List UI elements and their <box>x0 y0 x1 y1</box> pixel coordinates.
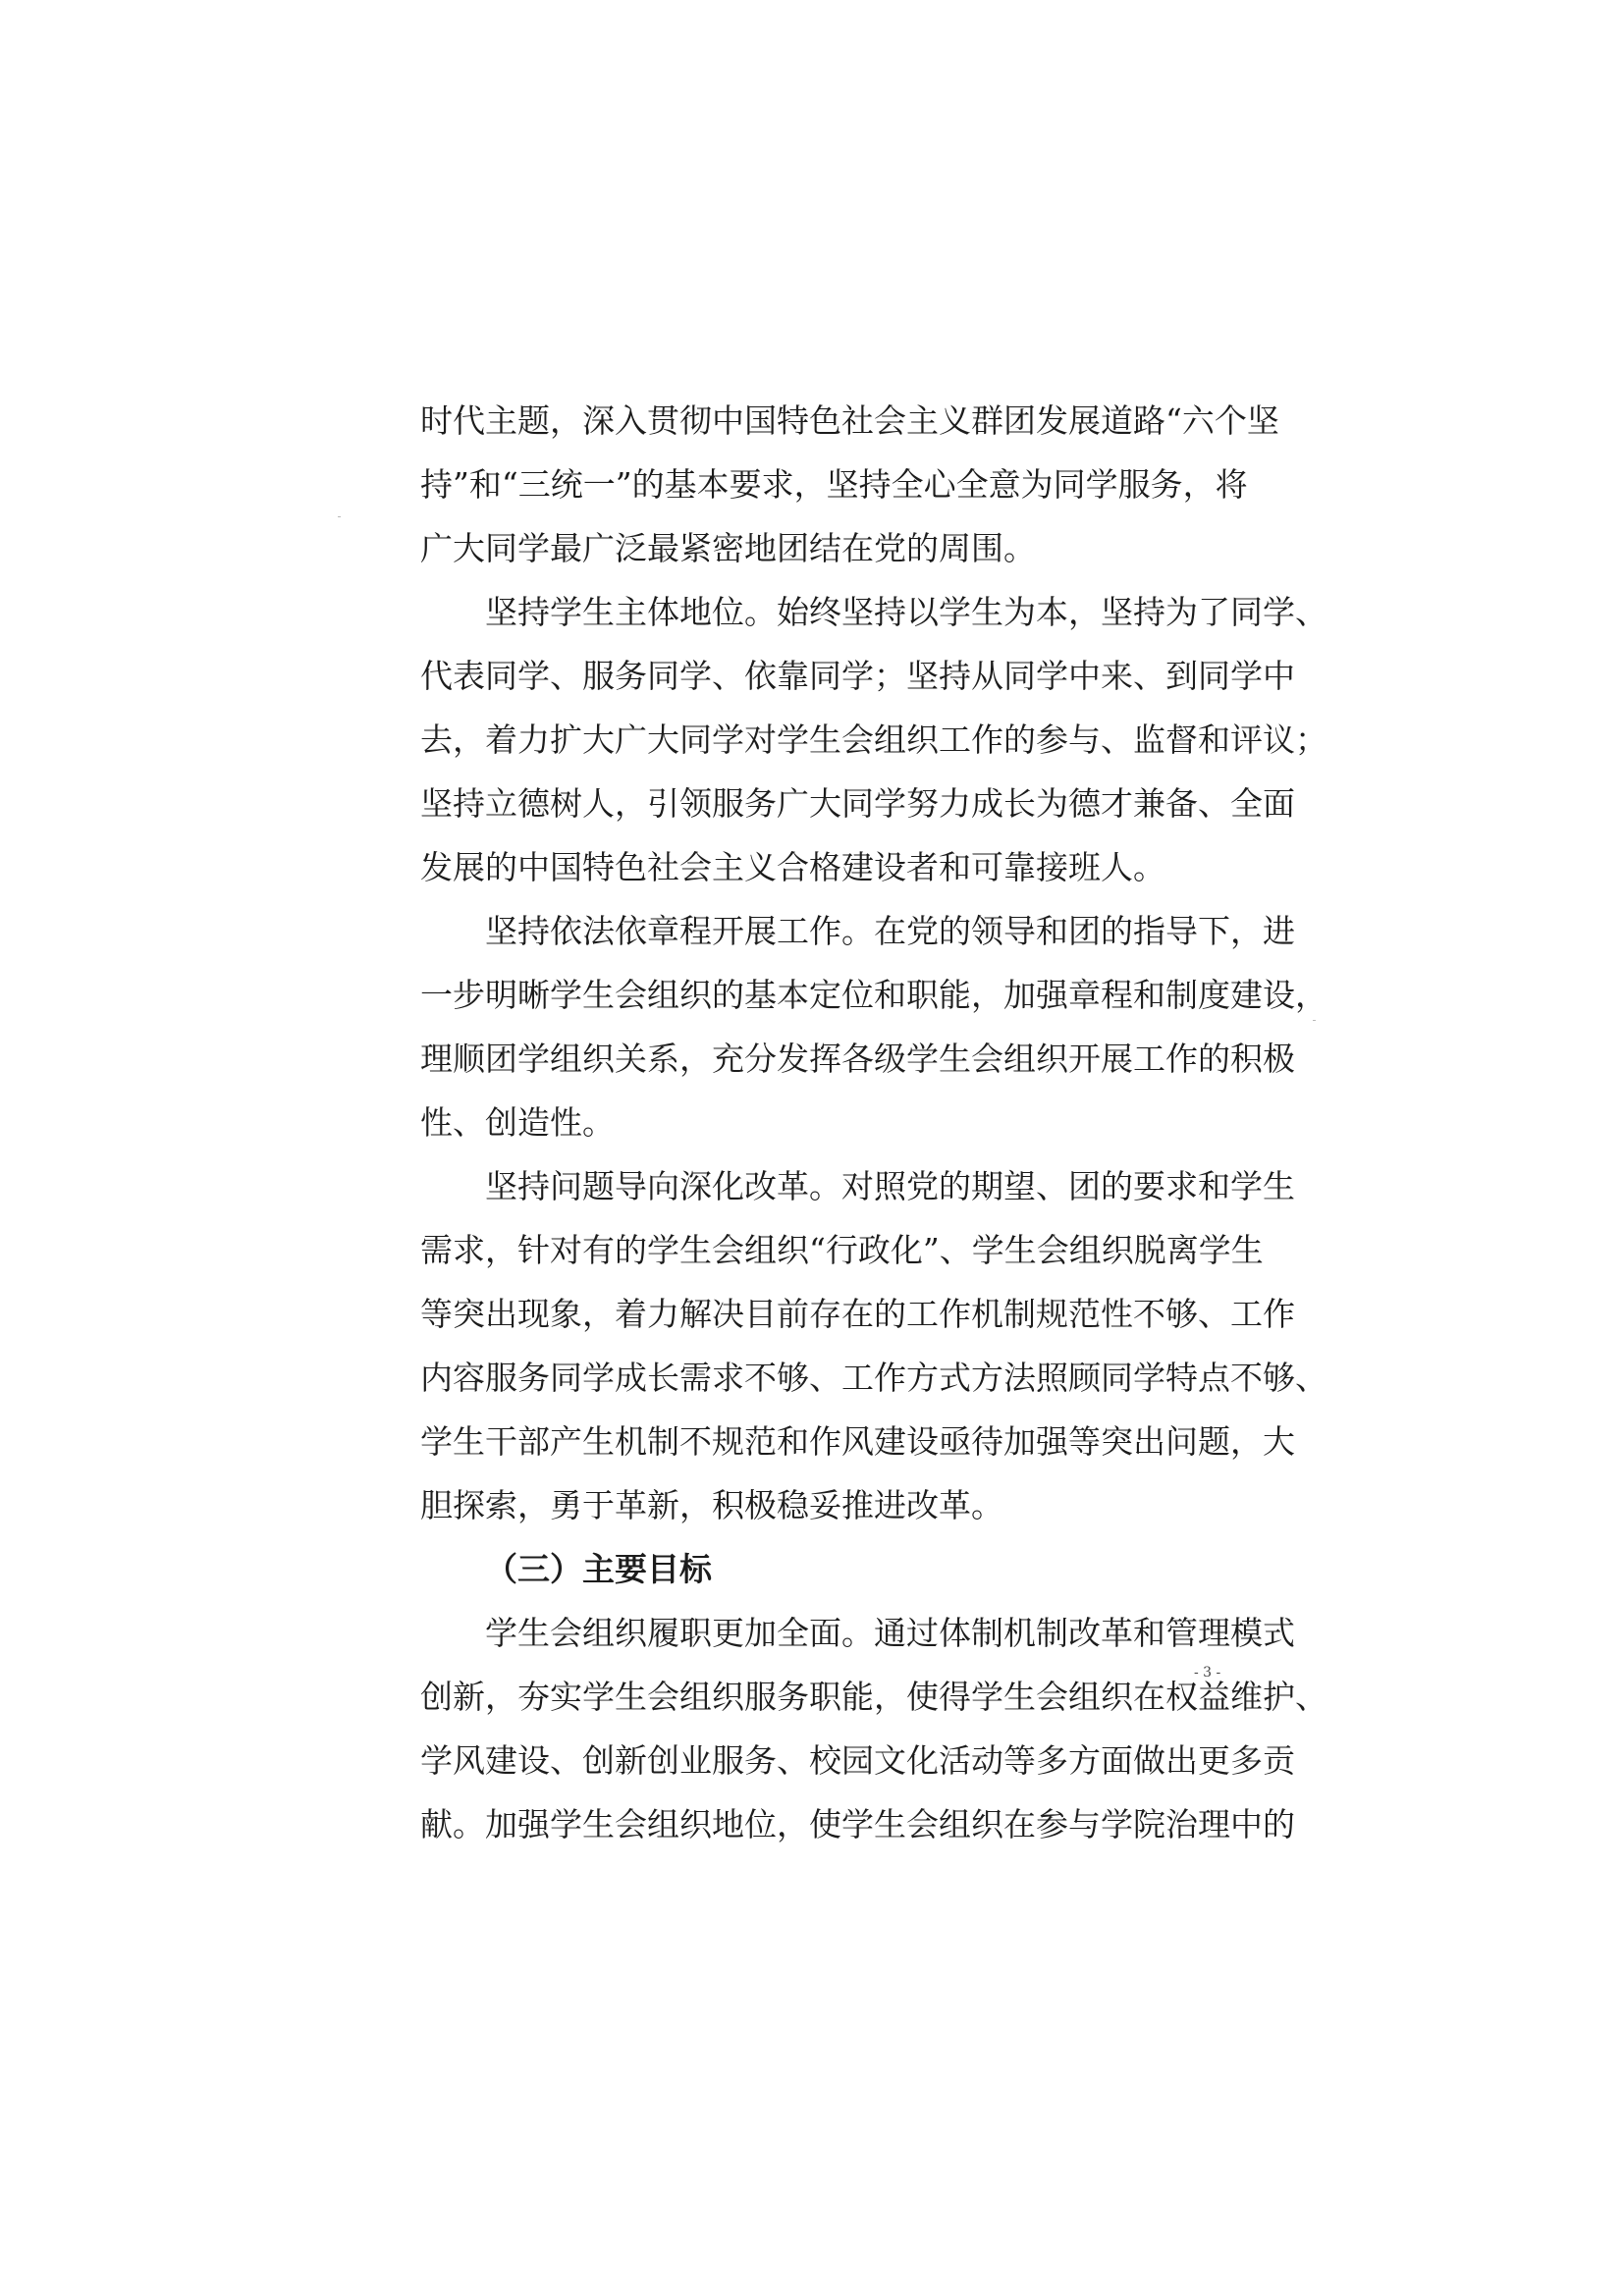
text-line: 学生干部产生机制不规范和作风建设亟待加强等突出问题，大 <box>420 1422 1295 1461</box>
text-line: 需求，针对有的学生会组织“行政化”、学生会组织脱离学生 <box>420 1231 1264 1269</box>
text-line: 广大同学最广泛最紧密地团结在党的周围。 <box>420 529 1036 567</box>
text-line: 学生会组织履职更加全面。通过体制机制改革和管理模式 <box>485 1614 1295 1652</box>
text-line: 发展的中国特色社会主义合格建设者和可靠接班人。 <box>420 848 1165 886</box>
text-line: 胆探索，勇于革新，积极稳妥推进改革。 <box>420 1486 1003 1524</box>
paragraph-problem-oriented <box>420 1154 1327 1537</box>
paragraph-student-subject <box>420 580 1327 899</box>
page-number: - 3 - <box>1194 1665 1221 1681</box>
heading-text: （三）主要目标 <box>485 1550 712 1588</box>
text-line: 学风建设、创新创业服务、校园文化活动等多方面做出更多贡 <box>420 1741 1295 1780</box>
text-line: 性、创造性。 <box>420 1103 615 1142</box>
text-line: 一步明晰学生会组织的基本定位和职能，加强章程和制度建设， <box>420 976 1327 1014</box>
text-line: 理顺团学组织关系，充分发挥各级学生会组织开展工作的积极 <box>420 1040 1295 1078</box>
text-line: 代表同学、服务同学、依靠同学；坚持从同学中来、到同学中 <box>420 657 1295 695</box>
paragraph-by-law <box>420 899 1327 1154</box>
scan-speck <box>1313 1020 1316 1021</box>
text-line: 坚持立德树人，引领服务广大同学努力成长为德才兼备、全面 <box>420 784 1295 823</box>
text-line: 坚持依法依章程开展工作。在党的领导和团的指导下，进 <box>485 912 1295 950</box>
text-line: 时代主题，深入贯彻中国特色社会主义群团发展道路“六个坚 <box>420 401 1279 440</box>
section-heading <box>420 1537 1218 1601</box>
text-line: 坚持学生主体地位。始终坚持以学生为本，坚持为了同学、 <box>485 593 1327 631</box>
paragraph-continuation <box>420 389 1279 580</box>
text-line: 坚持问题导向深化改革。对照党的期望、团的要求和学生 <box>485 1167 1295 1205</box>
text-line: 等突出现象，着力解决目前存在的工作机制规范性不够、工作 <box>420 1295 1295 1333</box>
document-body <box>420 389 1327 1856</box>
text-line: 创新，夯实学生会组织服务职能，使得学生会组织在权益维护、 <box>420 1678 1327 1716</box>
text-line: 内容服务同学成长需求不够、工作方式方法照顾同学特点不够、 <box>420 1359 1327 1397</box>
text-line: 持”和“三统一”的基本要求，坚持全心全意为同学服务，将 <box>420 465 1248 504</box>
text-line: 献。加强学生会组织地位，使学生会组织在参与学院治理中的 <box>420 1805 1295 1843</box>
paragraph-main-goals <box>420 1601 1327 1856</box>
scan-speck <box>338 516 341 517</box>
text-line: 去，着力扩大广大同学对学生会组织工作的参与、监督和评议； <box>420 721 1327 759</box>
